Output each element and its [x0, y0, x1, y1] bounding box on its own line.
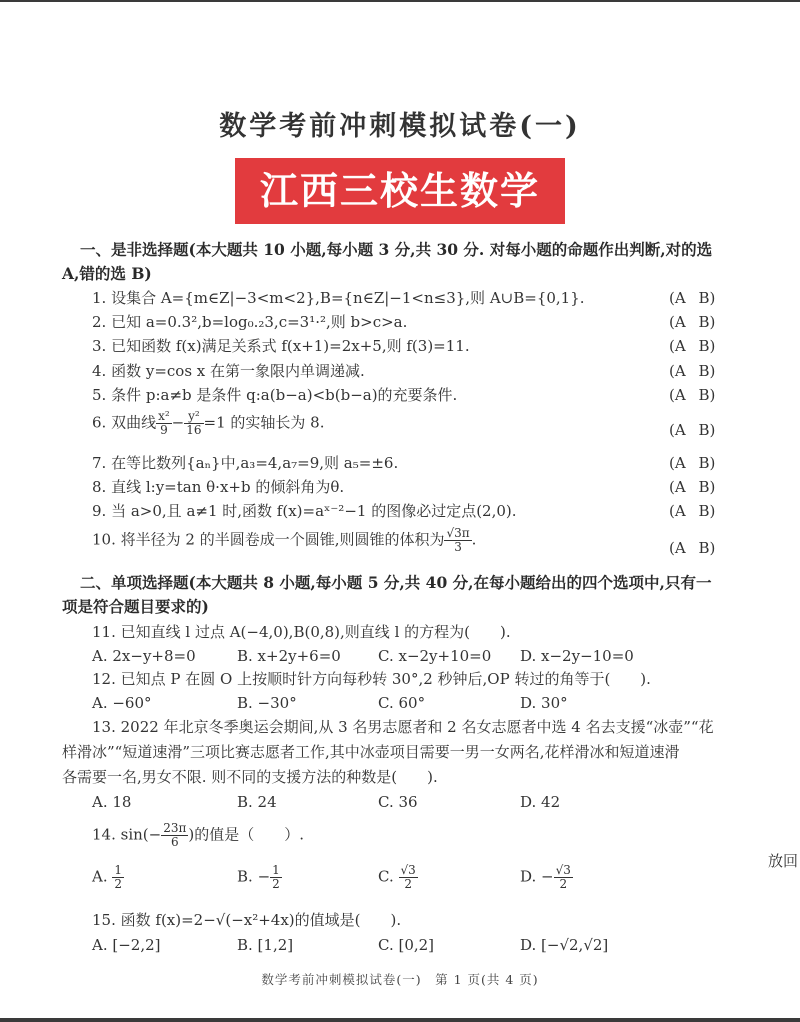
- q14-option-a[interactable]: [92, 864, 124, 891]
- question-7: 7. 在等比数列{aₙ}中,a₃=4,a₇=9,则 a₅=±6.: [92, 454, 399, 472]
- q15-option-a[interactable]: A. [−2,2]: [92, 936, 161, 954]
- q13-option-b[interactable]: B. 24: [237, 793, 277, 811]
- q15-option-c[interactable]: C. [0,2]: [378, 936, 435, 954]
- q11-option-a[interactable]: A. 2x−y+8=0: [92, 647, 196, 665]
- question-9: 9. 当 a>0,且 a≠1 时,函数 f(x)=aˣ⁻²−1 的图像必过定点(2,0).: [92, 502, 517, 520]
- question-13-line2: 样滑冰”“短道速滑”三项比赛志愿者工作,其中冰壶项目需要一男一女两名,花样滑冰和短道速滑: [62, 743, 680, 761]
- answer-choice-7[interactable]: (A B): [669, 454, 716, 472]
- fraction-den: 2: [559, 877, 568, 891]
- answer-choice-8[interactable]: (A B): [669, 478, 716, 496]
- fraction-num: y²: [184, 410, 203, 424]
- q14-stem-post: )的值是（ ）.: [188, 825, 304, 844]
- question-4: 4. 函数 y=cos x 在第一象限内单调递减.: [92, 362, 365, 380]
- fraction-num: 23π: [163, 821, 187, 835]
- q15-option-b[interactable]: B. [1,2]: [237, 936, 294, 954]
- answer-choice-2[interactable]: (A B): [669, 313, 716, 331]
- side-text: 放回: [768, 852, 799, 870]
- fraction-num: x²: [158, 409, 170, 423]
- section2-heading-line1: 二、单项选择题(本大题共 8 小题,每小题 5 分,共 40 分,在每小题给出的四个选项中,只有一: [80, 573, 712, 592]
- q14-option-d[interactable]: [520, 864, 573, 891]
- q11-option-b[interactable]: B. x+2y+6=0: [237, 647, 341, 665]
- question-10: [92, 527, 476, 554]
- q6-text-pre: 6. 双曲线: [92, 413, 157, 432]
- bottom-border: [0, 1018, 800, 1022]
- question-11: 11. 已知直线 l 过点 A(−4,0),B(0,8),则直线 l 的方程为( ).: [92, 623, 511, 641]
- fraction: [399, 864, 418, 891]
- answer-choice-5[interactable]: (A B): [669, 386, 716, 404]
- fraction: [161, 822, 188, 849]
- q12-option-c[interactable]: C. 60°: [378, 694, 426, 712]
- answer-choice-4[interactable]: (A B): [669, 362, 716, 380]
- section2-heading: [62, 571, 752, 619]
- q14-option-b[interactable]: [237, 864, 282, 891]
- question-13-line3: 各需要一名,男女不限. 则不同的支援方法的种数是( ).: [62, 768, 438, 786]
- page-title: 数学考前冲刺模拟试卷(一): [219, 111, 581, 142]
- option-label: D.: [520, 867, 537, 886]
- answer-choice-9[interactable]: (A B): [669, 502, 716, 520]
- q13-option-c[interactable]: C. 36: [378, 793, 418, 811]
- section2-heading-line2: 项是符合题目要求的): [62, 597, 209, 616]
- fraction-den: 3: [454, 540, 462, 554]
- q6-minus: −: [171, 413, 185, 432]
- answer-choice-1[interactable]: (A B): [669, 289, 716, 307]
- fraction: [444, 527, 471, 554]
- fraction-num: √3: [400, 863, 416, 877]
- question-1: 1. 设集合 A={m∈Z|−3<m<2},B={n∈Z|−1<n≤3},则 A∪B={0,1}.: [92, 289, 585, 307]
- fraction: [184, 410, 203, 437]
- q12-option-b[interactable]: B. −30°: [237, 694, 297, 712]
- q10-text-post: .: [471, 530, 477, 549]
- question-2: 2. 已知 a=0.3²,b=log₀.₂3,c=3¹·²,则 b>c>a.: [92, 313, 408, 331]
- question-15: 15. 函数 f(x)=2−√(−x²+4x)的值域是( ).: [92, 911, 402, 929]
- fraction-den: 16: [186, 423, 202, 437]
- option-sign: −: [541, 867, 554, 886]
- q12-option-a[interactable]: A. −60°: [92, 694, 152, 712]
- fraction-num: 1: [272, 863, 280, 877]
- fraction: [554, 864, 573, 891]
- section1-heading-line2: A,错的选 B): [62, 264, 152, 283]
- answer-choice-10[interactable]: (A B): [669, 539, 716, 557]
- fraction: [112, 864, 124, 891]
- q13-option-a[interactable]: A. 18: [92, 793, 132, 811]
- q11-option-c[interactable]: C. x−2y+10=0: [378, 647, 492, 665]
- fraction-num: 1: [114, 863, 123, 877]
- top-border: [0, 0, 800, 2]
- q15-option-d[interactable]: D. [−√2,√2]: [520, 936, 609, 954]
- section1-heading-line1: 一、是非选择题(本大题共 10 小题,每小题 3 分,共 30 分. 对每小题的命题作出判断,对的选: [80, 240, 713, 259]
- q14-stem-pre: 14. sin(−: [92, 825, 162, 844]
- question-5: 5. 条件 p:a≠b 是条件 q:a(b−a)<b(b−a)的充要条件.: [92, 386, 458, 404]
- fraction-num: √3: [555, 863, 571, 877]
- option-label: A.: [92, 867, 108, 886]
- option-label: B.: [237, 867, 253, 886]
- answer-choice-3[interactable]: (A B): [669, 337, 716, 355]
- fraction: [270, 864, 282, 891]
- fraction-den: 6: [170, 835, 179, 849]
- option-label: C.: [378, 867, 394, 886]
- fraction-den: 2: [404, 877, 412, 891]
- question-14: [92, 822, 304, 849]
- fraction-num: √3π: [446, 526, 470, 540]
- red-banner: 江西三校生数学: [235, 158, 565, 224]
- section1-heading: [62, 238, 752, 286]
- q11-option-d[interactable]: D. x−2y−10=0: [520, 647, 634, 665]
- fraction-den: 9: [160, 423, 168, 437]
- fraction-den: 2: [114, 877, 123, 891]
- q12-option-d[interactable]: D. 30°: [520, 694, 568, 712]
- question-6: [92, 410, 325, 437]
- page-footer: 数学考前冲刺模拟试卷(一) 第 1 页(共 4 页): [261, 972, 539, 987]
- q10-text-pre: 10. 将半径为 2 的半圆卷成一个圆锥,则圆锥的体积为: [92, 530, 445, 549]
- question-13-line1: 13. 2022 年北京冬季奥运会期间,从 3 名男志愿者和 2 名女志愿者中选 4 名去支援“冰壶”“花: [92, 718, 714, 736]
- q14-option-c[interactable]: [378, 864, 418, 891]
- fraction: [156, 410, 172, 437]
- q13-option-d[interactable]: D. 42: [520, 793, 561, 811]
- question-3: 3. 已知函数 f(x)满足关系式 f(x+1)=2x+5,则 f(3)=11.: [92, 337, 470, 355]
- answer-choice-6[interactable]: (A B): [669, 421, 716, 439]
- question-12: 12. 已知点 P 在圆 O 上按顺时针方向每秒转 30°,2 秒钟后,OP 转过的角等于( ).: [92, 670, 651, 688]
- option-sign: −: [257, 867, 271, 886]
- question-8: 8. 直线 l:y=tan θ·x+b 的倾斜角为θ.: [92, 478, 345, 496]
- fraction-den: 2: [272, 877, 280, 891]
- q6-text-post: =1 的实轴长为 8.: [203, 413, 325, 432]
